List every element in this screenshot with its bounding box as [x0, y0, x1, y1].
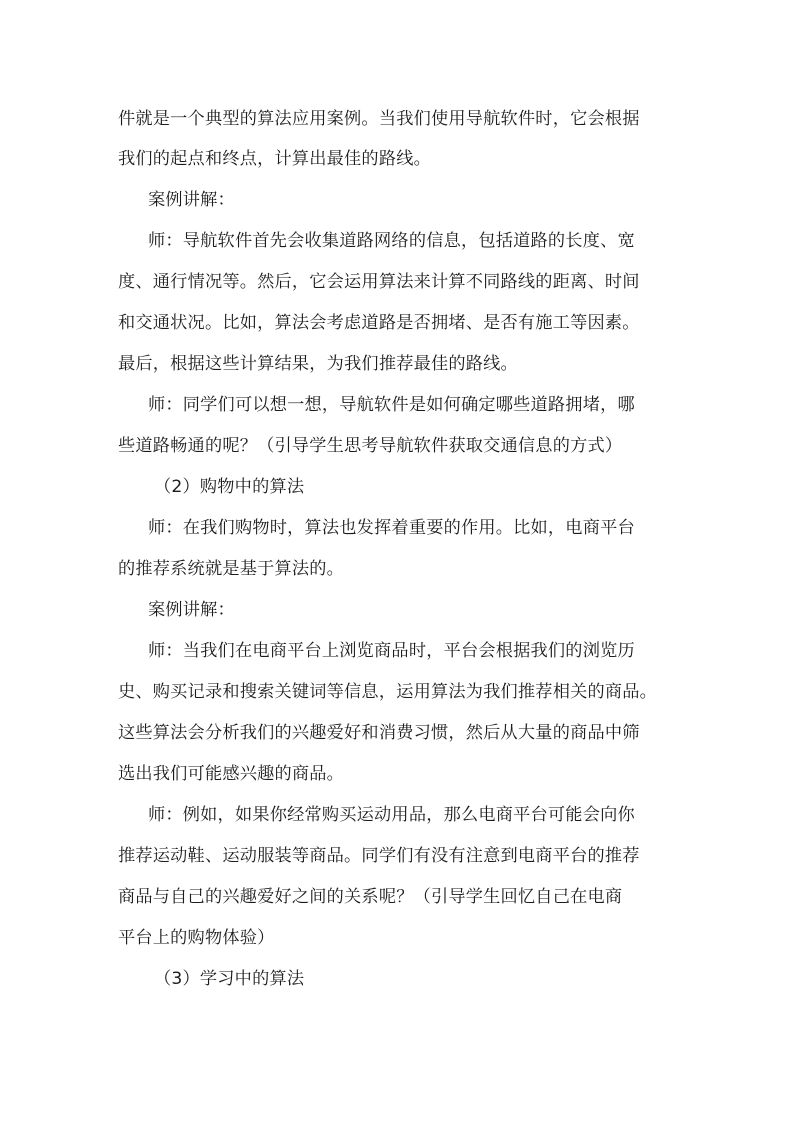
text-line: 度、通行情况等。然后，它会运用算法来计算不同路线的距离、时间	[118, 272, 640, 292]
text-line: 这些算法会分析我们的兴趣爱好和消费习惯，然后从大量的商品中筛	[118, 723, 640, 743]
text-line: 师：导航软件首先会收集道路网络的信息，包括道路的长度、宽	[148, 231, 635, 251]
text-line: 商品与自己的兴趣爱好之间的关系呢？（引导学生回忆自己在电商	[118, 887, 623, 907]
text-line: 选出我们可能感兴趣的商品。	[118, 764, 345, 784]
text-line: 师：例如，如果你经常购买运动用品，那么电商平台可能会向你	[148, 805, 635, 825]
text-line: 师：当我们在电商平台上浏览商品时，平台会根据我们的浏览历	[148, 641, 635, 661]
text-line: 史、购买记录和搜索关键词等信息，运用算法为我们推荐相关的商品。	[118, 682, 658, 702]
text-line: 师：同学们可以想一想，导航软件是如何确定哪些道路拥堵，哪	[148, 395, 635, 415]
text-line: 的推荐系统就是基于算法的。	[118, 559, 345, 579]
section-heading: （3）学习中的算法	[154, 969, 305, 989]
text-line: 些道路畅通的呢？（引导学生思考导航软件获取交通信息的方式）	[118, 436, 623, 456]
text-line: 推荐运动鞋、运动服装等商品。同学们有没有注意到电商平台的推荐	[118, 846, 640, 866]
text-line: 最后，根据这些计算结果，为我们推荐最佳的路线。	[118, 354, 518, 374]
text-line: 平台上的购物体验）	[118, 928, 275, 948]
text-line: 案例讲解：	[148, 600, 235, 620]
text-line: 件就是一个典型的算法应用案例。当我们使用导航软件时，它会根据	[118, 109, 640, 129]
text-line: 案例讲解：	[148, 190, 235, 210]
text-line: 我们的起点和终点，计算出最佳的路线。	[118, 149, 431, 169]
text-line: 和交通状况。比如，算法会考虑道路是否拥堵、是否有施工等因素。	[118, 313, 640, 333]
section-heading: （2）购物中的算法	[154, 477, 305, 497]
text-line: 师：在我们购物时，算法也发挥着重要的作用。比如，电商平台	[148, 518, 635, 538]
